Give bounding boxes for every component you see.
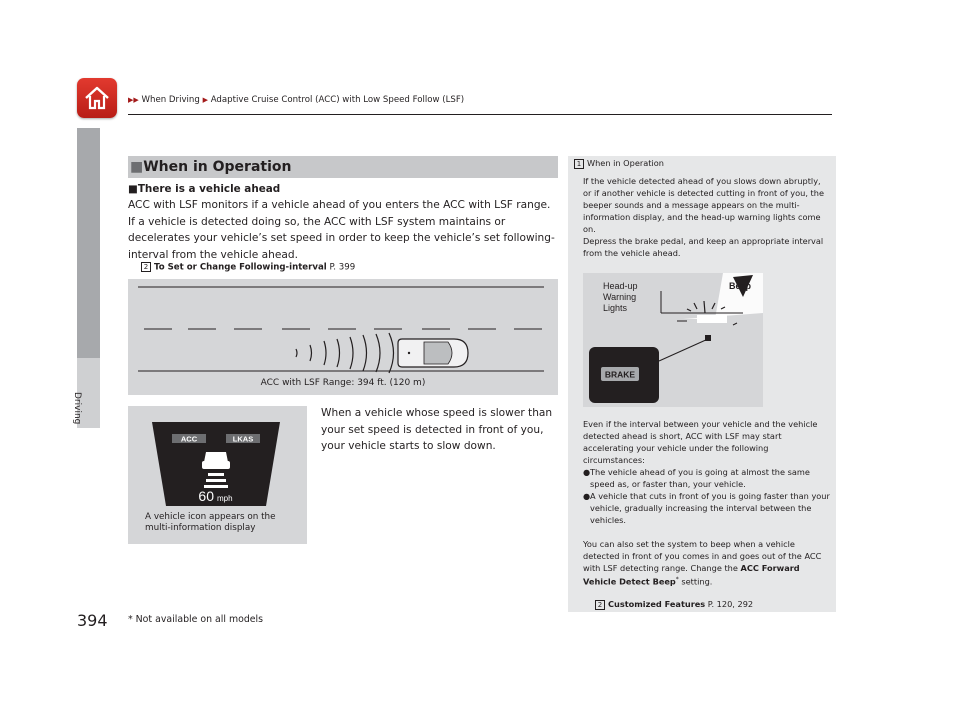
home-button[interactable] bbox=[77, 78, 117, 118]
speed-value: 60 bbox=[198, 488, 214, 504]
footnote-marker: * bbox=[675, 576, 679, 583]
head-up-warning-illustration bbox=[583, 273, 763, 407]
speed-unit: mph bbox=[217, 494, 233, 503]
cross-reference-customized-features[interactable] bbox=[595, 599, 753, 610]
hud-label-line2: Warning bbox=[603, 292, 637, 302]
breadcrumb bbox=[128, 95, 464, 105]
paragraph-slower-vehicle: When a vehicle whose speed is slower than your set speed is detected in front of you, your vehicle starts to slow down. bbox=[321, 407, 553, 453]
info-note-icon: 1 bbox=[574, 159, 584, 169]
section-heading bbox=[128, 156, 558, 178]
subheading-marker: ■ bbox=[128, 183, 138, 195]
breadcrumb-arrow-icon: ▶▶ bbox=[128, 96, 139, 104]
lkas-indicator: LKAS bbox=[232, 434, 254, 444]
reference-arrow-icon: 2 bbox=[595, 600, 605, 610]
chapter-tab-bar bbox=[77, 128, 100, 358]
info-bullet-2: ● A vehicle that cuts in front of you is going faster than your vehicle, gradually increasing the interval between the vehicles. bbox=[583, 491, 830, 525]
hud-label-line1: Head-up bbox=[603, 281, 638, 291]
xref-page: P. 399 bbox=[329, 262, 356, 273]
road-figure-caption: ACC with LSF Range: 394 ft. (120 m) bbox=[260, 378, 426, 388]
bullet-icon: ● bbox=[583, 491, 591, 501]
reference-arrow-icon: 2 bbox=[141, 262, 151, 272]
heading-text: When in Operation bbox=[143, 159, 292, 175]
info-paragraph-1: If the vehicle detected ahead of you slows down abruptly, or if another vehicle is detected cutting in front of you, the beeper sounds and a message appears on the multi-information display, and the head-up warning lights come on. bbox=[583, 176, 824, 234]
paragraph-vehicle-ahead: ACC with LSF monitors if a vehicle ahead of you enters the ACC with LSF range. If a vehicle is detected doing so, the ACC with LSF system maintains or decelerates your vehicle’s set speed in order to keep the vehicle’s set following-interval from the vehicle ahead. bbox=[128, 199, 555, 261]
xref-title: To Set or Change Following-interval bbox=[154, 262, 327, 273]
info-paragraphs-top bbox=[583, 175, 831, 259]
heading-marker: ■ bbox=[130, 159, 144, 175]
info-paragraph-3: Even if the interval between your vehicle and the vehicle detected ahead is short, ACC with LSF may start accelerating your vehicle under the following circumstances: bbox=[583, 419, 818, 465]
info-title-text: When in Operation bbox=[587, 158, 664, 168]
setting-name: ACC Forward Vehicle Detect Beep bbox=[583, 563, 800, 587]
page-number: 394 bbox=[77, 611, 108, 630]
breadcrumb-arrow-icon: ▶ bbox=[202, 96, 208, 104]
acc-indicator: ACC bbox=[180, 434, 198, 444]
breadcrumb-link-when-driving[interactable]: When Driving bbox=[141, 95, 200, 105]
info-paragraphs-bottom bbox=[583, 418, 831, 588]
header-divider bbox=[128, 114, 832, 115]
breadcrumb-current: Adaptive Cruise Control (ACC) with Low Speed Follow (LSF) bbox=[210, 95, 465, 105]
info-bullet-1: ● The vehicle ahead of you is going at almost the same speed as, or faster than, your vehicle. bbox=[583, 467, 810, 489]
info-paragraph-2: Depress the brake pedal, and keep an appropriate interval from the vehicle ahead. bbox=[583, 236, 824, 258]
hud-label-line3: Lights bbox=[603, 303, 628, 313]
dashboard-figure-caption: A vehicle icon appears on the multi-information display bbox=[145, 512, 276, 533]
chapter-label: Driving bbox=[72, 392, 82, 425]
subheading-text: There is a vehicle ahead bbox=[137, 183, 281, 195]
footnote: * Not available on all models bbox=[128, 614, 264, 625]
brake-message: BRAKE bbox=[604, 369, 636, 380]
home-icon bbox=[83, 84, 111, 112]
beep-label: Beep bbox=[729, 281, 752, 291]
xref-title: Customized Features bbox=[608, 599, 706, 609]
cross-reference-following-interval[interactable] bbox=[141, 262, 355, 273]
subheading bbox=[128, 183, 280, 195]
bullet-icon: ● bbox=[583, 467, 591, 477]
info-title bbox=[574, 158, 664, 169]
xref-pages: P. 120, 292 bbox=[707, 599, 754, 609]
info-paragraph-4: You can also set the system to beep when a vehicle detected in front of you comes in and goes out of the ACC with LSF detecting range. Change the ACC Forward Vehicle Detect Beep* setting. bbox=[583, 539, 822, 587]
vehicle-ahead-icon bbox=[202, 452, 230, 469]
car-icon bbox=[398, 339, 468, 367]
